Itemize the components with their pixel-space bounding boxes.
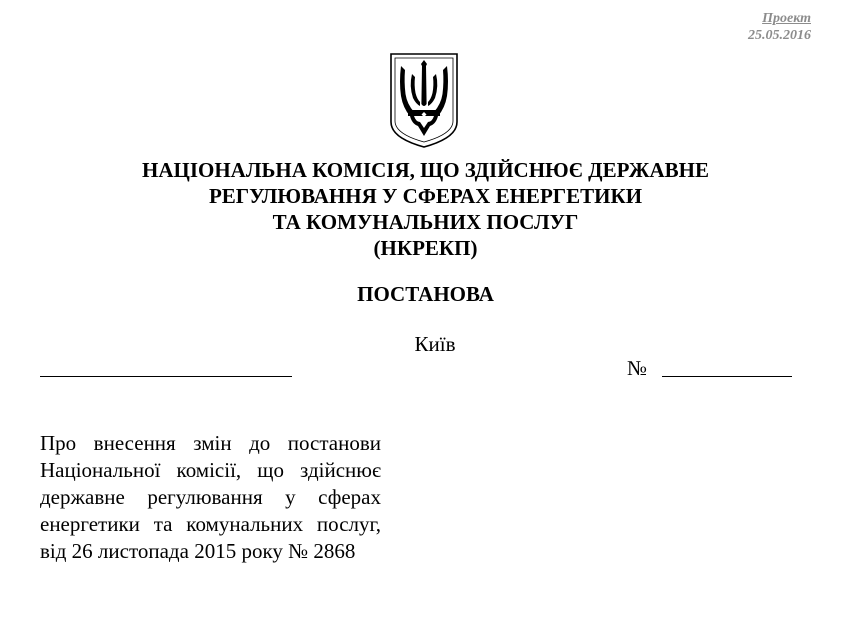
trident-coat-of-arms-icon	[388, 52, 460, 149]
subject-line: Національної комісії, що здійснює	[40, 458, 381, 482]
subject-line: енергетики та комунальних послуг,	[40, 512, 381, 536]
resolution-subject	[40, 430, 381, 565]
subject-line: Про внесення змін до постанови	[40, 431, 381, 455]
date-blank-line	[40, 376, 292, 377]
subject-line: державне регулювання у сферах	[40, 485, 381, 509]
number-blank-line	[662, 376, 792, 377]
draft-label: Проект	[762, 11, 811, 26]
document-type: ПОСТАНОВА	[357, 282, 494, 306]
subject-line: від 26 листопада 2015 року № 2868	[40, 539, 356, 563]
city-name: Київ	[414, 332, 456, 356]
commission-abbreviation: (НКРЕКП)	[373, 236, 478, 260]
commission-title-line: ТА КОМУНАЛЬНИХ ПОСЛУГ	[272, 210, 579, 234]
draft-stamp	[748, 10, 811, 44]
commission-title-line: НАЦІОНАЛЬНА КОМІСІЯ, ЩО ЗДІЙСНЮЄ ДЕРЖАВНЕ	[141, 158, 710, 182]
draft-date: 25.05.2016	[748, 28, 811, 43]
number-sign: №	[627, 356, 648, 380]
commission-title-line: РЕГУЛЮВАННЯ У СФЕРАХ ЕНЕРГЕТИКИ	[208, 184, 643, 208]
commission-title	[0, 157, 841, 261]
